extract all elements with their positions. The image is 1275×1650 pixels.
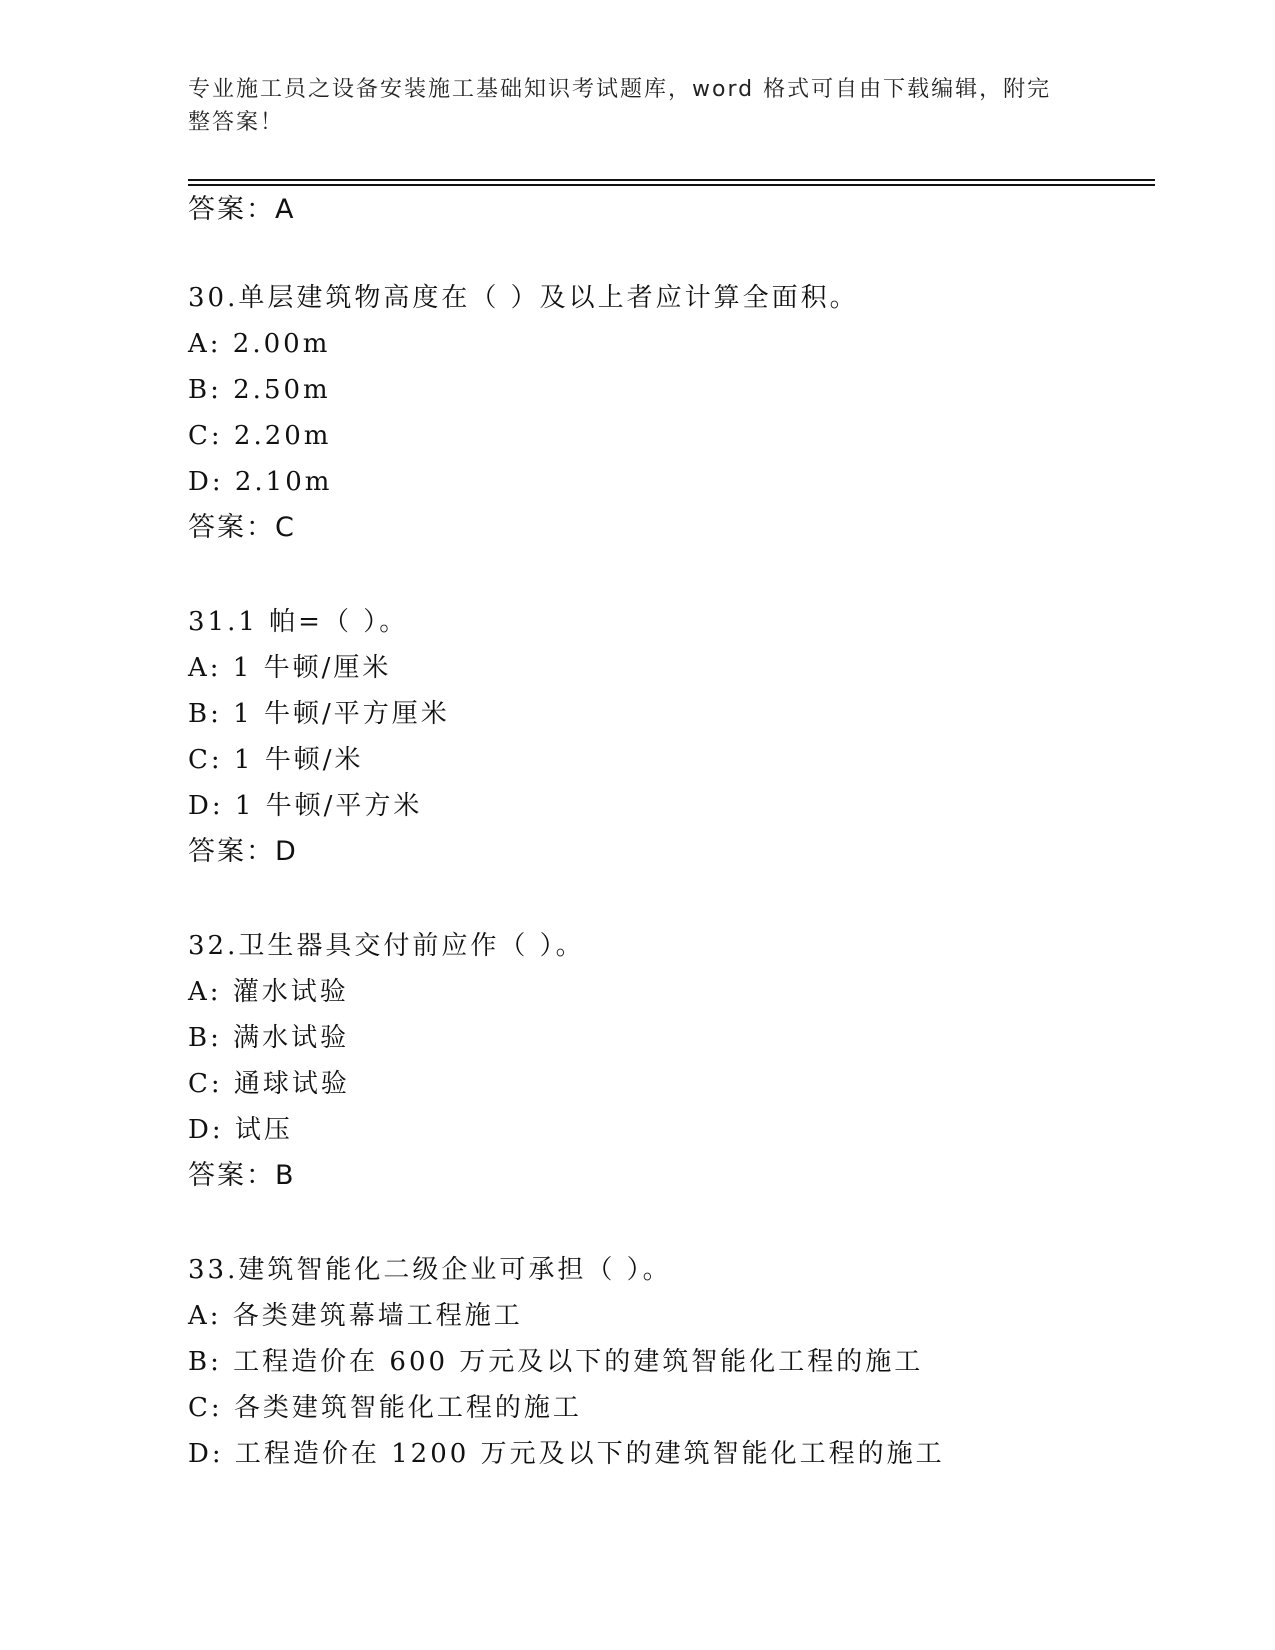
question-30 [188,275,1168,551]
option-d: D: 试压 [188,1115,293,1145]
question-32 [188,923,1168,1199]
header-line-2: 整答案！ [188,110,285,135]
option-a: A: 2.00m [188,329,331,359]
header-divider-bottom [188,184,1155,186]
previous-answer-block [188,187,1168,233]
question-stem: 32.卫生器具交付前应作（ ）。 [188,931,585,961]
previous-answer: 答案：A [188,194,296,225]
document-header [188,73,1068,139]
option-b: B: 1 牛顿/平方厘米 [188,699,450,729]
option-d: D: 2.10m [188,467,333,497]
option-a: A: 灌水试验 [188,977,349,1007]
answer: 答案：C [188,512,296,543]
question-31 [188,599,1168,875]
header-line-1: 专业施工员之设备安装施工基础知识考试题库，word 格式可自由下载编辑，附完 [188,77,1052,102]
option-a: A: 各类建筑幕墙工程施工 [188,1301,523,1331]
question-stem: 31.1 帕=（ ）。 [188,607,409,637]
question-stem: 33.建筑智能化二级企业可承担（ ）。 [188,1255,672,1285]
answer: 答案：D [188,836,298,867]
question-stem: 30.单层建筑物高度在（ ）及以上者应计算全面积。 [188,283,859,313]
option-a: A: 1 牛顿/厘米 [188,653,392,683]
question-33 [188,1247,1168,1477]
option-c: C: 1 牛顿/米 [188,745,364,775]
option-b: B: 满水试验 [188,1023,350,1053]
option-c: C: 各类建筑智能化工程的施工 [188,1393,582,1423]
answer: 答案：B [188,1160,296,1191]
option-c: C: 2.20m [188,421,332,451]
option-d: D: 1 牛顿/平方米 [188,791,423,821]
option-b: B: 工程造价在 600 万元及以下的建筑智能化工程的施工 [188,1347,924,1377]
option-d: D: 工程造价在 1200 万元及以下的建筑智能化工程的施工 [188,1439,945,1469]
option-b: B: 2.50m [188,375,331,405]
header-divider-top [188,179,1155,181]
option-c: C: 通球试验 [188,1069,350,1099]
